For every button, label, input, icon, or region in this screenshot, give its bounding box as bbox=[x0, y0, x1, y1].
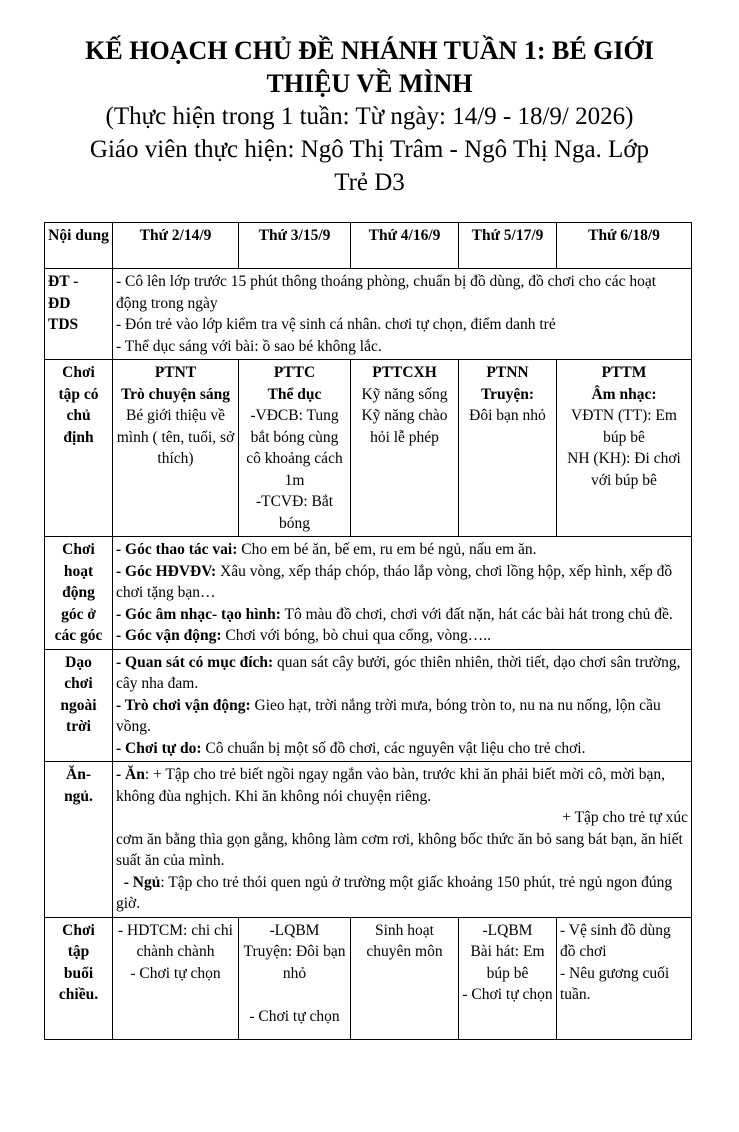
an-text-head-2: + Tập cho trẻ tự xúc bbox=[562, 809, 688, 826]
row-label-an-ngu: Ăn- ngủ. bbox=[45, 762, 113, 918]
dao-choi-content bbox=[113, 649, 692, 762]
row-choi-chieu bbox=[45, 917, 692, 1039]
goc-item: - Góc thao tác vai: Cho em bé ăn, bế em, ru em bé ngủ, nấu em ăn. bbox=[116, 541, 537, 558]
row-label-choi-chieu: Chơi tập buổi chiều. bbox=[45, 917, 113, 1039]
an-ngu-content bbox=[113, 762, 692, 918]
dao-choi-item: - Trò chơi vận động: Gieo hạt, trời nắng trời mưa, bóng tròn to, nu na nu nống, lộn cầu vồng. bbox=[116, 696, 661, 735]
dao-choi-item: - Chơi tự do: Cô chuẩn bị một số đồ chơi, các nguyên vật liệu cho trẻ chơi. bbox=[116, 739, 586, 757]
col-header-day-2: Thứ 3/15/9 bbox=[239, 223, 351, 269]
row-dao-choi bbox=[45, 649, 692, 762]
document-header bbox=[20, 34, 719, 199]
row-label-don-tre: ĐT - ĐD TDS bbox=[45, 269, 113, 360]
row-label-choi-tap: Chơi tập có chủ định bbox=[45, 360, 113, 537]
title-line-1: KẾ HOẠCH CHỦ ĐỀ NHÁNH TUẦN 1: BÉ GIỚI bbox=[85, 36, 654, 65]
row-choi-goc bbox=[45, 537, 692, 650]
dao-choi-item: - Quan sát có mục đích: quan sát cây bưởi, góc thiên nhiên, thời tiết, dạo chơi sân trường, cây nha đam. bbox=[116, 653, 681, 692]
row-label-dao-choi: Dạo chơi ngoài trời bbox=[45, 649, 113, 762]
col-header-day-4: Thứ 5/17/9 bbox=[459, 223, 557, 269]
an-text-2: cơm ăn bằng thìa gọn gằng, không làm cơm rơi, không bốc thức ăn bỏ sang bát bạn, ăn hiết suất ăn của mình. bbox=[116, 830, 683, 869]
title-line-2: THIỆU VỀ MÌNH bbox=[266, 69, 473, 98]
weekly-plan-table bbox=[44, 222, 692, 1040]
activity-day-5: PTTM Âm nhạc: VĐTN (TT): Em búp bê NH (KH): Đi chơi với búp bê bbox=[557, 360, 692, 537]
row-label-choi-goc: Chơi hoạt động góc ở các góc bbox=[45, 537, 113, 650]
goc-item: - Góc HĐVĐV: Xâu vòng, xếp tháp chóp, tháo lắp vòng, chơi lồng hộp, xếp hình, xếp đồ chơi tặng bạn… bbox=[116, 562, 673, 601]
ngu-text: - Ngủ: Tập cho trẻ thói quen ngủ ở trường một giấc khoảng 150 phút, trẻ ngủ ngon đúng giờ. bbox=[116, 873, 673, 912]
teachers-line: Giáo viên thực hiện: Ngô Thị Trâm - Ngô Thị Nga. Lớp bbox=[89, 136, 650, 163]
don-tre-line: - Đón trẻ vào lớp kiểm tra vệ sinh cá nhân. chơi tự chọn, điểm danh trẻ bbox=[116, 316, 556, 333]
activity-day-1: PTNT Trò chuyện sáng Bé giới thiệu về mình ( tên, tuổi, sở thích) bbox=[113, 360, 239, 537]
don-tre-line: - Thể dục sáng với bài: ồ sao bé không lắc. bbox=[116, 337, 382, 355]
col-header-noi-dung: Nội dung bbox=[45, 223, 113, 269]
goc-item: - Góc âm nhạc- tạo hình: Tô màu đồ chơi, chơi với đất nặn, hát các bài hát trong chủ đề. bbox=[116, 605, 673, 623]
class-line: Trẻ D3 bbox=[334, 169, 405, 196]
an-text: - Ăn: + Tập cho trẻ biết ngồi ngay ngắn vào bàn, trước khi ăn phải biết mời cô, mời bạn, không đùa nghịch. Khi ăn không nói chuyện riêng. bbox=[116, 766, 665, 805]
activity-day-3: PTTCXH Kỹ năng sống Kỹ năng chào hỏi lễ phép bbox=[351, 360, 459, 537]
header-row bbox=[45, 223, 692, 269]
activity-day-2: PTTC Thể dục -VĐCB: Tung bắt bóng cùng cô khoảng cách 1m -TCVĐ: Bắt bóng bbox=[239, 360, 351, 537]
don-tre-content bbox=[113, 269, 692, 360]
row-choi-tap-co-chu-dinh bbox=[45, 360, 692, 537]
col-header-day-5: Thứ 6/18/9 bbox=[557, 223, 692, 269]
col-header-day-1: Thứ 2/14/9 bbox=[113, 223, 239, 269]
row-an-ngu bbox=[45, 762, 692, 918]
afternoon-day-1: - HDTCM: chi chi chành chành - Chơi tự chọn bbox=[113, 917, 239, 1039]
afternoon-day-4: -LQBM Bài hát: Em búp bê - Chơi tự chọn bbox=[459, 917, 557, 1039]
time-range: (Thực hiện trong 1 tuần: Từ ngày: 14/9 - 18/9/ 2026) bbox=[105, 103, 634, 130]
goc-item: - Góc vận động: Chơi với bóng, bò chui qua cổng, vòng….. bbox=[116, 627, 492, 644]
afternoon-day-3: Sinh hoạt chuyên môn bbox=[351, 917, 459, 1039]
afternoon-day-2: -LQBM Truyện: Đôi bạn nhỏ - Chơi tự chọn bbox=[239, 917, 351, 1039]
row-don-tre bbox=[45, 269, 692, 360]
don-tre-line: - Cô lên lớp trước 15 phút thông thoáng phòng, chuẩn bị đồ dùng, đồ chơi cho các hoạt động trong ngày bbox=[116, 273, 657, 312]
col-header-day-3: Thứ 4/16/9 bbox=[351, 223, 459, 269]
afternoon-day-5: - Vệ sinh đồ dùng đồ chơi - Nêu gương cuối tuần. bbox=[557, 917, 692, 1039]
choi-goc-content bbox=[113, 537, 692, 650]
activity-day-4: PTNN Truyện: Đôi bạn nhỏ bbox=[459, 360, 557, 537]
